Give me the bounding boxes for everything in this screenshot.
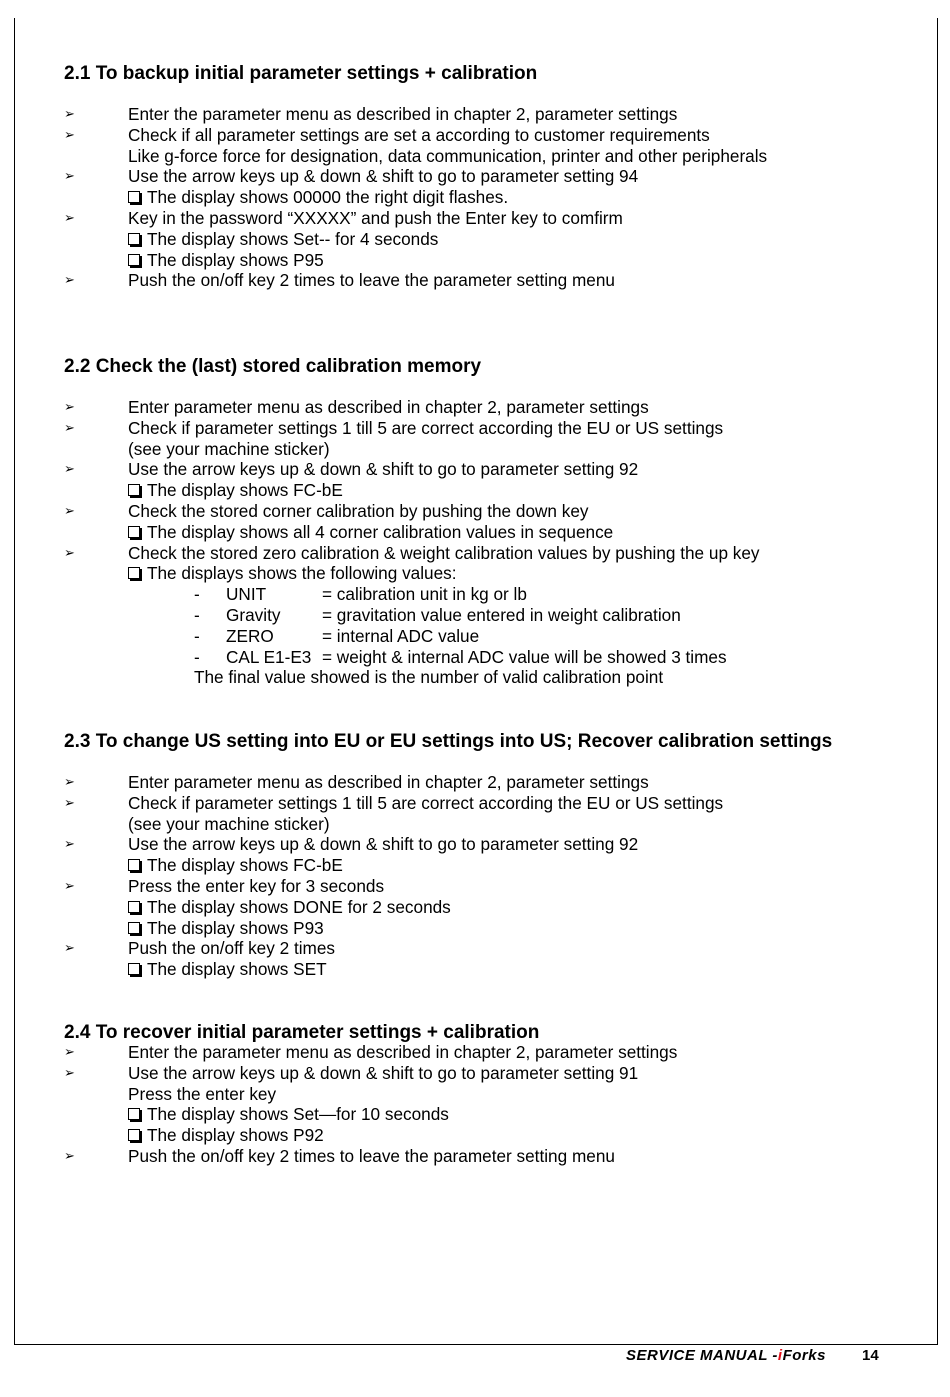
step-line [64,124,710,146]
display-note [128,187,508,208]
definition-term: CAL E1-E3 [226,646,312,667]
display-note [128,480,343,501]
step-line [64,250,537,271]
footer-brand-name: Forks [782,1347,826,1364]
arrowhead-bullet-icon: ➢ [64,836,75,852]
step-line [64,542,760,564]
step-text: Check the stored zero calibration & weight calibration values by pushing the up key [128,542,760,563]
step-line [64,834,832,855]
checkbox-square-icon [128,1108,140,1120]
definition-value: = weight & internal ADC value will be showed 3 times [322,646,727,667]
step-text: Enter the parameter menu as described in chapter 2, parameter settings [128,1042,678,1062]
step-line [64,959,832,980]
arrowhead-bullet-icon: ➢ [64,419,75,435]
step-text: Enter the parameter menu as described in chapter 2, parameter settings [128,104,678,124]
step-line [64,480,481,501]
display-note [128,522,613,543]
step-line [64,1062,639,1084]
checkbox-square-icon [128,191,140,203]
section-heading: 2.2 Check the (last) stored calibration memory [64,356,482,377]
step-list [64,1042,678,1167]
display-note-text: The display shows Set—for 10 seconds [147,1104,449,1125]
step-line [64,104,678,125]
step-list [64,772,832,980]
arrowhead-bullet-icon: ➢ [64,502,75,518]
definition-value: = calibration unit in kg or lb [322,584,527,605]
step-line [64,814,832,835]
display-note [128,1125,324,1146]
section [64,1021,678,1167]
step-line [64,270,615,291]
arrowhead-bullet-icon: ➢ [64,209,75,225]
arrowhead-bullet-icon: ➢ [64,1044,75,1059]
step-list [64,104,768,291]
section [64,62,768,291]
arrowhead-bullet-icon: ➢ [64,461,75,477]
step-line [64,918,832,939]
definition-dash: - [194,604,200,625]
step-line [64,229,537,250]
arrowhead-bullet-icon: ➢ [64,126,75,142]
step-text: Key in the password “XXXXX” and push the Enter key to comfirm [128,207,623,228]
arrowhead-bullet-icon: ➢ [64,1147,75,1163]
checkbox-square-icon [128,484,140,496]
step-line [64,500,589,522]
display-note [128,563,457,584]
display-note-text: The display shows 00000 the right digit flashes. [147,187,509,208]
arrowhead-bullet-icon: ➢ [64,168,75,184]
step-line [64,938,832,959]
step-text: Enter parameter menu as described in chapter 2, parameter settings [128,772,649,792]
display-note [128,918,324,939]
step-line [64,1125,539,1146]
step-continuation: (see your machine sticker) [128,813,330,834]
display-note-text: The display shows FC-bE [147,480,343,501]
step-line [64,646,727,668]
definition-term: UNIT [226,584,267,605]
display-note-text: The display shows P92 [147,1125,324,1146]
step-line [64,1104,539,1125]
arrowhead-bullet-icon: ➢ [64,1064,75,1080]
arrowhead-bullet-icon: ➢ [64,544,75,560]
display-note-text: The display shows P95 [147,249,324,270]
checkbox-square-icon [128,922,140,934]
page-number: 14 [862,1347,879,1364]
step-text: Check if all parameter settings are set a according to customer requirements [128,124,710,145]
step-line [64,187,537,208]
step-continuation: Like g-force force for designation, data communication, printer and other peripherals [128,145,768,166]
step-text: Use the arrow keys up & down & shift to go to parameter setting 92 [128,459,639,480]
step-line [64,897,832,918]
step-text: Push the on/off key 2 times to leave the parameter setting menu [128,270,615,291]
step-line [64,584,527,605]
step-text: Use the arrow keys up & down & shift to go to parameter setting 91 [128,1062,639,1083]
display-note-text: The display shows P93 [147,917,324,938]
step-line [64,1084,539,1105]
display-note [128,959,327,980]
step-line [64,397,649,418]
display-note-text: The displays shows the following values: [147,563,457,584]
arrowhead-bullet-icon: ➢ [64,877,75,893]
step-line [64,459,639,480]
section [64,355,760,688]
section-heading: 2.4 To recover initial parameter settings + calibration [64,1022,540,1043]
step-text: Use the arrow keys up & down & shift to go to parameter setting 92 [128,834,639,855]
display-note-text: The display shows SET [147,959,327,980]
step-list [64,397,760,688]
step-line [64,772,832,793]
step-text: Enter parameter menu as described in chapter 2, parameter settings [128,397,649,417]
step-line [64,626,481,647]
definition-value: = internal ADC value [322,625,480,646]
section-heading: 2.3 To change US setting into EU or EU settings into US; Recover calibration settings [64,731,833,752]
checkbox-square-icon [128,859,140,871]
checkbox-square-icon [128,233,140,245]
step-line [64,604,681,626]
arrowhead-bullet-icon: ➢ [64,794,75,810]
display-note [128,229,438,250]
checkbox-square-icon [128,963,140,975]
footer-brand-prefix: SERVICE MANUAL - [626,1347,778,1364]
step-text: Check if parameter settings 1 till 5 are correct according the EU or US settings [128,417,724,438]
display-note-text: The display shows all 4 corner calibration values in sequence [147,521,614,542]
step-text: Check the stored corner calibration by pushing the down key [128,500,589,521]
step-line [64,207,623,229]
definition-dash: - [194,625,200,646]
step-line [64,876,832,897]
step-text: Push the on/off key 2 times [128,938,336,959]
footer-brand-i: i [777,1347,783,1364]
definition-dash: - [194,584,200,605]
display-note-text: The display shows Set-- for 4 seconds [147,228,439,249]
arrowhead-bullet-icon: ➢ [64,774,75,789]
step-line [64,417,724,439]
definition-note: The final value showed is the number of valid calibration point [194,667,664,688]
arrowhead-bullet-icon: ➢ [64,272,75,288]
checkbox-square-icon [128,526,140,538]
step-line [64,667,664,688]
arrowhead-bullet-icon: ➢ [64,106,75,121]
step-line [64,793,832,814]
step-line [64,521,614,543]
definition-value: = gravitation value entered in weight calibration [322,604,681,625]
checkbox-square-icon [128,254,140,266]
step-line [64,145,768,167]
step-continuation: Press the enter key [128,1083,277,1104]
step-text: Press the enter key for 3 seconds [128,875,385,896]
step-text: Use the arrow keys up & down & shift to go to parameter setting 94 [128,166,639,187]
section [64,730,832,980]
checkbox-square-icon [128,567,140,579]
display-note [128,897,451,918]
step-line [64,855,832,876]
display-note-text: The display shows FC-bE [147,855,343,876]
step-text: Push the on/off key 2 times to leave the parameter setting menu [128,1145,615,1166]
step-line [64,1042,678,1063]
display-note [128,855,343,876]
definition-dash: - [194,646,200,667]
checkbox-square-icon [128,1129,140,1141]
checkbox-square-icon [128,901,140,913]
display-note [128,250,324,271]
display-note [128,1104,449,1125]
footer-brand [626,1347,826,1364]
step-continuation: (see your machine sticker) [128,438,330,459]
arrowhead-bullet-icon: ➢ [64,940,75,956]
step-line [64,1145,615,1167]
display-note-text: The display shows DONE for 2 seconds [147,896,451,917]
definition-term: ZERO [226,625,274,646]
arrowhead-bullet-icon: ➢ [64,399,75,414]
step-text: Check if parameter settings 1 till 5 are correct according the EU or US settings [128,792,724,813]
step-line [64,439,481,460]
step-line [64,166,639,187]
definition-term: Gravity [226,604,281,625]
step-line [64,563,481,584]
section-heading: 2.1 To backup initial parameter settings + calibration [64,63,538,84]
